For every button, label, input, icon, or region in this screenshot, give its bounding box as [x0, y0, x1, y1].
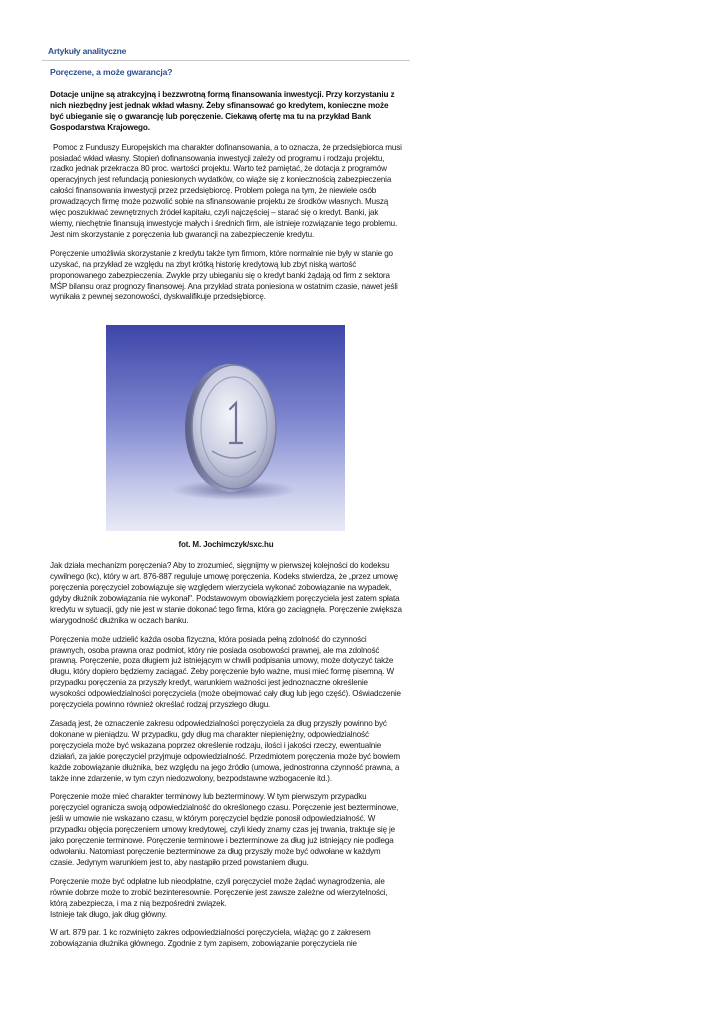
paragraph-7: Poręczenie może być odpłatne lub nieodpłatne, czyli poręczyciel może żądać wynagrodzenia, ale równie dobrze może to zrobić bezinteresownie. Poręczenie jest zawsze zależne od wierzytelności, którą zabezpiecza, i ma z nią bezpośredni związek. Istnieje tak długo, jak dług główny.	[50, 876, 388, 919]
article	[50, 67, 402, 958]
paragraph-4: Poręczenia może udzielić każda osoba fizyczna, która posiada pełną zdolność do czynności prawnych, osoba prawna oraz podmiot, który nie posiada osobowości prawnej, ale ma zdolność prawną. Poręczenie, poza długiem już istniejącym w chwili podpisania umowy, może dotyczyć także długu, który dopiero będziemy zaciągać. Żeby poręczenie było ważne, musi mieć formę pisemną. W przypadku poręczenia za przyszły kredyt, warunkiem ważności jest jednoznaczne określenie wysokości odpowiedzialności poręczyciela (może obejmować cały dług lub jego część). Oświadczenie poręczyciela powinno również określać rodzaj przyszłego długu.	[50, 634, 401, 710]
coin-photo	[106, 325, 345, 531]
paragraph-3: Jak działa mechanizm poręczenia? Aby to zrozumieć, sięgnijmy w pierwszej kolejności do kodeksu cywilnego (kc), który w art. 876-887 reguluje umowę poręczenia. Kodeks stwierdza, że „przez umowę poręczenia poręczyciel zobowiązuje się względem wierzyciela wykonać zobowiązanie na wypadek, gdyby dłużnik zobowiązania nie wykonał". Podstawowym obowiązkiem poręczyciela jest zatem spłata kredytu w sytuacji, gdy nie jest w stanie dokonać tego firma, która go zaciągnęła. Poręczenie zwiększa wiarygodność dłużnika w oczach banku.	[50, 561, 402, 625]
paragraph-8: W art. 879 par. 1 kc rozwinięto zakres odpowiedzialności poręczyciela, wiążąc go z zakresem zobowiązania dłużnika głównego. Zgodnie z tym zapisem, zobowiązanie poręczyciela nie	[50, 928, 371, 949]
section-header: Artykuły analityczne	[48, 46, 127, 56]
header-divider	[42, 60, 410, 61]
paragraph-2: Poręczenie umożliwia skorzystanie z kredytu także tym firmom, które normalnie nie były w stanie go uzyskać, na przykład ze względu na zbyt krótką historię kredytową lub zbyt niską wartość proponowanego zabezpieczenia. Zwykle przy ubieganiu się o kredyt banki żądają od firm z sektora MŚP bilansu oraz prognozy finansowej. Ana przykład strata poniesiona w ostatnim czasie, nawet jeśli wynikała z pewnej sezonowości, dyskwalifikuje przedsiębiorcę.	[50, 248, 398, 302]
article-lead: Dotacje unijne są atrakcyjną i bezzwrotną formą finansowania inwestycji. Przy korzystaniu z nich niezbędny jest jednak wkład własny. Żeby sfinansować go kredytem, konieczne może być ubieganie się o gwarancję lub poręczenie. Ciekawą ofertę ma tu na przykład Bank Gospodarstwa Krajowego.	[50, 90, 395, 132]
image-caption: fot. M. Jochimczyk/sxc.hu	[178, 540, 274, 550]
article-title: Poręczene, a może gwarancja?	[50, 67, 173, 77]
paragraph-5: Zasadą jest, że oznaczenie zakresu odpowiedzialności poręczyciela za dług przyszły powinno być dokonane w pieniądzu. W przypadku, gdy dług ma charakter niepieniężny, odpowiedzialność poręczyciela może być wskazana poprzez określenie rodzaju, ilości i jakości rzeczy, ewentualnie działań, za jakie poręczyciel przyjmuje odpowiedzialność. Przedmiotem poręczenia może być bowiem każde zobowiązanie dłużnika, bez względu na jego źródło (umowa, jednostronna czynność prawna, a także inne zdarzenie, w tym czyn niedozwolony, bezpodstawne wzbogacenie itd.).	[50, 719, 400, 783]
paragraph-6: Poręczenie może mieć charakter terminowy lub bezterminowy. W tym pierwszym przypadku poręczyciel ogranicza swoją odpowiedzialność do określonego czasu. Poręczenie jest bezterminowe, jeśli w umowie nie wskazano czasu, w którym poręczyciel będzie ponosił odpowiedzialność. W przypadku objęcia poręczeniem umowy kredytowej, czyli kiedy znamy czas jej trwania, traktuje się je jako poręczenie terminowe. Poręczenie terminowe i bezterminowe za dług już istniejący nie podlega odwołaniu. Natomiast poręczenie bezterminowe za dług przyszły może być odwołane w każdym czasie. Jedynym warunkiem jest to, aby nastąpiło przed powstaniem długu.	[50, 792, 399, 867]
paragraph-1: Pomoc z Funduszy Europejskich ma charakter dofinansowania, a to oznacza, że przedsiębiorca musi posiadać wkład własny. Stopień dofinansowania inwestycji zależy od programu i rodzaju projektu, rzadko jednak przekracza 80 proc. wartości projektu. Warto też pamiętać, że dotacja z programów operacyjnych jest refundacją poniesionych wydatków, co wiąże się z koniecznością zabezpieczenia całości finansowania inwestycji przez przedsiębiorcę. Problem polega na tym, że niewiele osób prowadzących firmę może pozwolić sobie na sfinansowanie projektu ze środków własnych. Muszą więc poszukiwać zewnętrznych źródeł kapitału, czyli najczęściej – starać się o kredyt. Banki, jak wiemy, niechętnie finansują inwestycje małych i średnich firm, ale istnieje rozwiązanie tego problemu. Jest nim skorzystanie z poręczenia lub gwarancji na zabezpieczenie kredytu.	[50, 142, 402, 239]
